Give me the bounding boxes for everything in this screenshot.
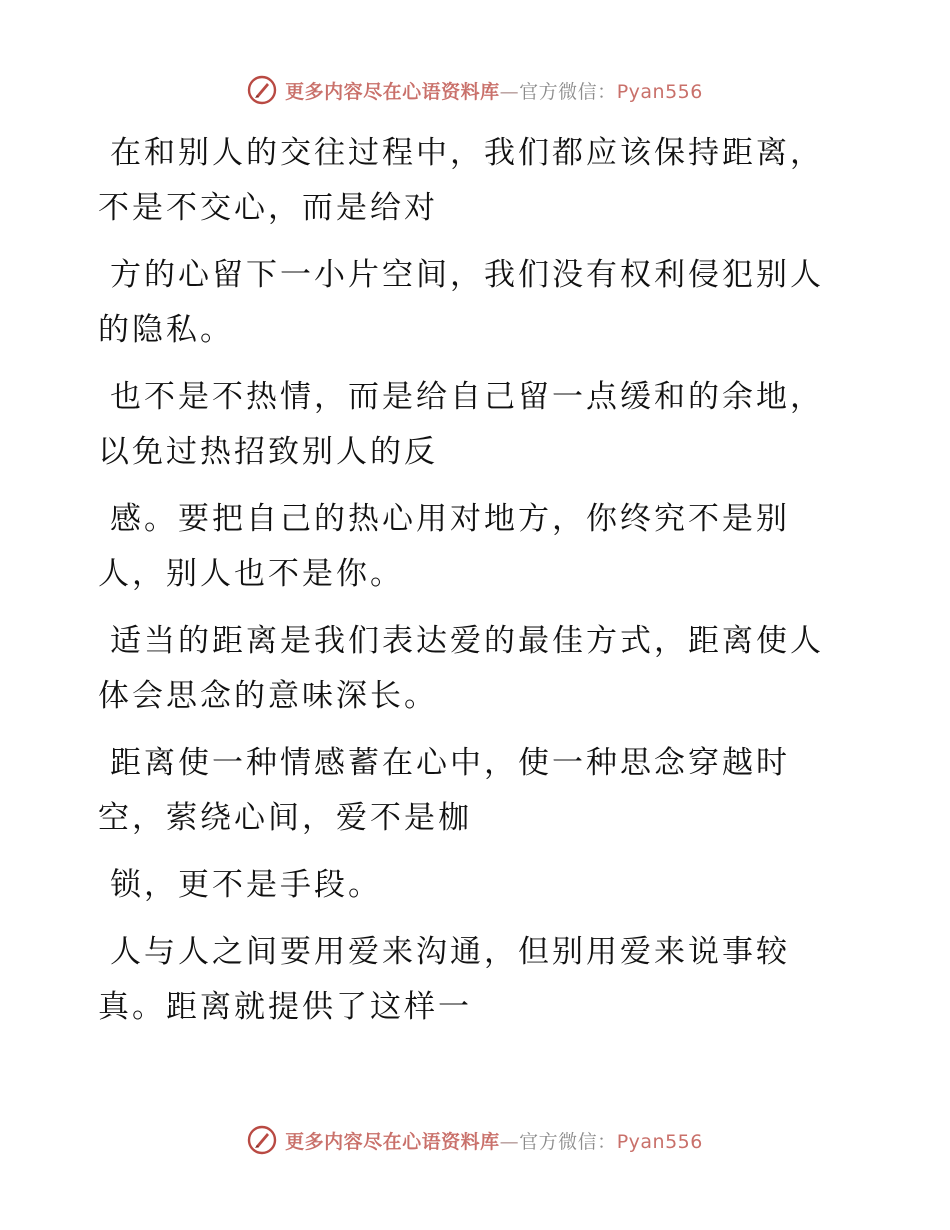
watermark-text: 更多内容尽在心语资料库—官方微信：Pyan556 [285, 80, 703, 103]
text-line: 空，萦绕心间，爱不是枷 [98, 800, 472, 836]
text-line: 体会思念的意味深长。 [98, 678, 438, 714]
text-line: 感。要把自己的热心用对地方，你终究不是别 [110, 501, 790, 537]
paragraph [98, 492, 838, 602]
text-line: 以免过热招致别人的反 [98, 434, 438, 470]
watermark-text: 更多内容尽在心语资料库—官方微信：Pyan556 [285, 1130, 703, 1153]
text-line: 锁，更不是手段。 [110, 867, 382, 903]
quill-seal-icon [247, 75, 277, 105]
paragraph [98, 858, 838, 913]
text-line: 也不是不热情，而是给自己留一点缓和的余地， [110, 379, 824, 415]
paragraph [98, 370, 838, 480]
paragraph [98, 248, 838, 358]
text-line: 距离使一种情感蓄在心中，使一种思念穿越时 [110, 745, 790, 781]
paragraph [98, 925, 838, 1035]
text-line: 方的心留下一小片空间，我们没有权利侵犯别人 [110, 257, 824, 293]
header-watermark [0, 70, 950, 110]
text-line: 在和别人的交往过程中，我们都应该保持距离， [110, 135, 824, 171]
text-line: 适当的距离是我们表达爱的最佳方式，距离使人 [110, 623, 824, 659]
text-line: 人，别人也不是你。 [98, 556, 404, 592]
paragraph [98, 126, 838, 236]
text-line: 的隐私。 [98, 312, 234, 348]
text-line: 不是不交心，而是给对 [98, 190, 438, 226]
document-body [98, 126, 838, 1047]
paragraph [98, 736, 838, 846]
footer-watermark [0, 1120, 950, 1160]
quill-seal-icon [247, 1125, 277, 1155]
text-line: 真。距离就提供了这样一 [98, 989, 472, 1025]
text-line: 人与人之间要用爱来沟通，但别用爱来说事较 [110, 934, 790, 970]
paragraph [98, 614, 838, 724]
